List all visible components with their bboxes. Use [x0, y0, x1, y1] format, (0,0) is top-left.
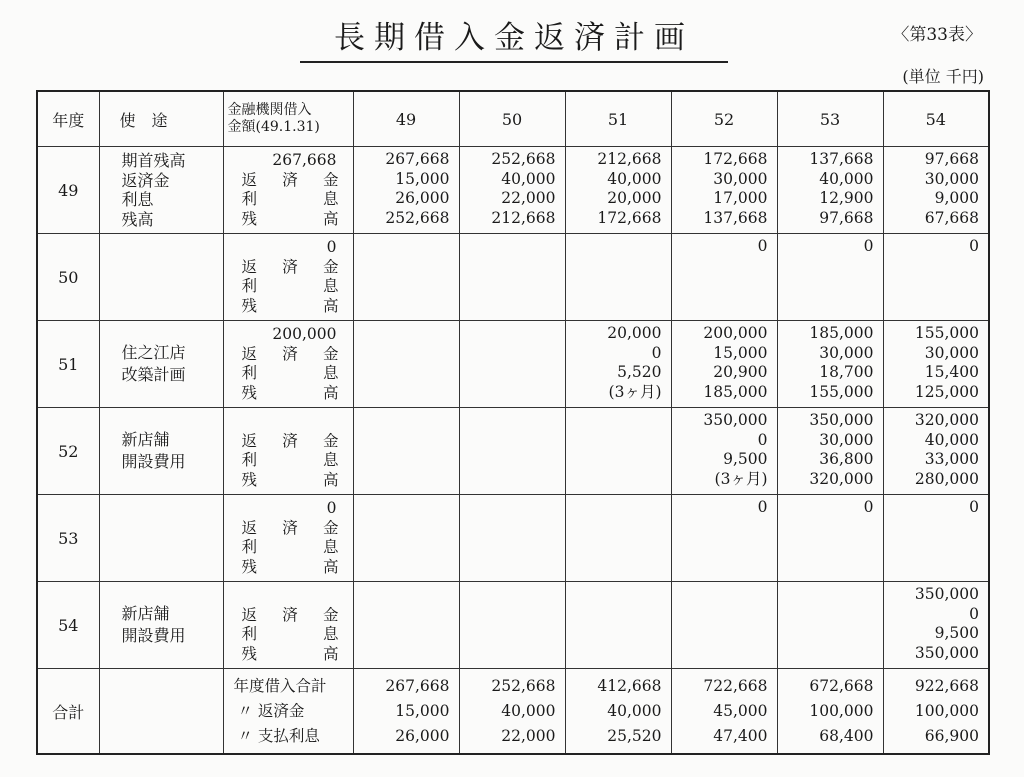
value-cell — [883, 408, 989, 495]
cell-value — [672, 276, 768, 296]
cell-value — [354, 450, 450, 470]
cell-value — [354, 411, 450, 431]
row-bank-amount — [223, 495, 353, 582]
cell-value — [778, 296, 874, 316]
bank-label: 残高 — [241, 383, 339, 402]
use-line: 開設費用 — [121, 626, 186, 645]
use-line: 新店舗 — [121, 430, 170, 449]
cell-value — [460, 257, 556, 277]
value-cell — [777, 582, 883, 669]
total-value: 22,000 — [501, 726, 556, 745]
total-value-cell — [459, 669, 565, 755]
total-value-cell — [883, 669, 989, 755]
cell-value: 267,668 — [385, 150, 450, 168]
total-value: 922,668 — [914, 676, 979, 695]
cell-value — [672, 557, 768, 577]
cell-value — [566, 518, 662, 538]
cell-value: 0 — [969, 237, 979, 255]
cell-value: 0 — [757, 430, 768, 449]
header-row — [37, 91, 989, 147]
cell-value — [884, 257, 980, 277]
value-cell — [671, 582, 777, 669]
row-use — [99, 495, 223, 582]
bank-label: 利息 — [241, 190, 339, 208]
cell-value — [672, 296, 768, 316]
cell-value: 20,000 — [607, 189, 662, 207]
cell-value — [354, 296, 450, 316]
row-year: 54 — [37, 582, 99, 669]
value-cell — [353, 495, 459, 582]
cell-value: 97,668 — [819, 208, 874, 227]
cell-value: 18,700 — [819, 363, 874, 381]
total-value: 47,400 — [713, 726, 768, 745]
value-cell — [671, 147, 777, 234]
cell-value: 26,000 — [395, 189, 450, 207]
use-line: 改築計画 — [121, 365, 186, 384]
cell-value — [566, 237, 662, 257]
cell-value: 97,668 — [924, 150, 979, 168]
bank-amount: 0 — [326, 499, 337, 517]
cell-value — [778, 257, 874, 277]
cell-value: 252,668 — [491, 150, 556, 168]
cell-value: 280,000 — [914, 469, 979, 488]
cell-value — [460, 624, 556, 644]
value-cell — [565, 147, 671, 234]
cell-value — [884, 296, 980, 316]
cell-value: 320,000 — [809, 469, 874, 488]
cell-value — [778, 518, 874, 538]
cell-value: 252,668 — [385, 208, 450, 227]
cell-value — [566, 624, 662, 644]
bank-label: 利息 — [241, 364, 339, 382]
cell-value: 15,000 — [395, 169, 450, 188]
value-cell — [883, 321, 989, 408]
value-cell — [565, 234, 671, 321]
cell-value — [460, 237, 556, 257]
cell-value — [566, 557, 662, 577]
bank-amount: 0 — [326, 238, 337, 256]
cell-value: 9,500 — [723, 450, 768, 468]
bank-label: 返済金 — [241, 605, 339, 624]
value-cell — [883, 582, 989, 669]
cell-value — [354, 537, 450, 557]
cell-value: 0 — [757, 237, 768, 255]
total-value-cell — [671, 669, 777, 755]
value-cell — [565, 582, 671, 669]
cell-value — [672, 257, 768, 277]
value-cell — [883, 234, 989, 321]
bank-label: 残高 — [241, 470, 339, 489]
cell-value: 212,668 — [491, 208, 556, 227]
total-use — [99, 669, 223, 755]
cell-value — [672, 605, 768, 625]
total-value: 100,000 — [809, 701, 874, 720]
total-value: 412,668 — [597, 676, 662, 695]
cell-value — [460, 411, 556, 431]
cell-value — [460, 557, 556, 577]
repayment-table — [36, 90, 990, 755]
total-value: 252,668 — [491, 676, 556, 695]
cell-value — [354, 585, 450, 605]
cell-value — [566, 411, 662, 431]
cell-value — [460, 450, 556, 470]
table-row — [37, 408, 989, 495]
cell-value — [460, 644, 556, 664]
cell-value — [566, 498, 662, 518]
bank-amount: 200,000 — [272, 325, 337, 343]
cell-value — [778, 537, 874, 557]
cell-value: 212,668 — [597, 150, 662, 168]
row-use — [99, 147, 223, 234]
cell-value: 200,000 — [703, 324, 768, 342]
cell-value — [884, 518, 980, 538]
cell-value — [460, 383, 556, 403]
row-year: 53 — [37, 495, 99, 582]
value-cell — [671, 321, 777, 408]
cell-value — [778, 605, 874, 625]
cell-value — [354, 276, 450, 296]
cell-value — [354, 431, 450, 451]
cell-value: 0 — [969, 604, 979, 623]
value-cell — [777, 408, 883, 495]
cell-value: 40,000 — [924, 430, 979, 449]
cell-value — [460, 585, 556, 605]
value-cell — [353, 147, 459, 234]
value-cell — [777, 147, 883, 234]
cell-value: 30,000 — [924, 343, 979, 362]
cell-value — [566, 296, 662, 316]
cell-value — [672, 518, 768, 538]
total-value-cell — [353, 669, 459, 755]
cell-value — [354, 257, 450, 277]
row-year: 52 — [37, 408, 99, 495]
table-row — [37, 495, 989, 582]
cell-value — [354, 237, 450, 257]
cell-value: 137,668 — [703, 208, 768, 227]
value-cell — [777, 495, 883, 582]
row-use — [99, 321, 223, 408]
bank-label: 利息 — [241, 538, 339, 556]
unit-label: (単位 千円) — [902, 67, 984, 86]
cell-value: 22,000 — [501, 189, 556, 207]
use-line: 住之江店 — [121, 343, 186, 362]
value-cell — [459, 147, 565, 234]
table-row — [37, 321, 989, 408]
cell-value — [460, 431, 556, 451]
value-cell — [353, 582, 459, 669]
document-title: 長期借入金返済計画 — [300, 12, 728, 63]
total-labels — [223, 669, 353, 755]
cell-value: 20,000 — [607, 324, 662, 342]
value-cell — [565, 321, 671, 408]
value-cell — [353, 408, 459, 495]
cell-value — [354, 363, 450, 383]
cell-value — [778, 276, 874, 296]
cell-value: 320,000 — [914, 411, 979, 429]
cell-value — [460, 498, 556, 518]
header-year-49: 49 — [353, 91, 459, 147]
cell-value: 350,000 — [914, 643, 979, 662]
header-year-54: 54 — [883, 91, 989, 147]
cell-value: 17,000 — [713, 189, 768, 207]
cell-value — [778, 624, 874, 644]
cell-value — [566, 431, 662, 451]
cell-value — [566, 605, 662, 625]
total-row — [37, 669, 989, 755]
cell-value: 20,900 — [713, 363, 768, 381]
cell-value — [354, 470, 450, 490]
cell-value: 36,800 — [819, 450, 874, 468]
cell-value: 30,000 — [819, 430, 874, 449]
cell-value — [778, 557, 874, 577]
cell-value — [566, 257, 662, 277]
header-year-50: 50 — [459, 91, 565, 147]
cell-value — [460, 324, 556, 344]
cell-value: 155,000 — [809, 382, 874, 401]
cell-value — [566, 537, 662, 557]
cell-value — [354, 644, 450, 664]
total-value: 672,668 — [809, 676, 874, 695]
cell-value — [884, 276, 980, 296]
total-label-line: 〃 返済金 — [237, 701, 305, 720]
bank-label: 返済金 — [241, 518, 339, 537]
cell-value — [354, 557, 450, 577]
cell-value: 0 — [969, 498, 979, 516]
bank-label: 利息 — [241, 277, 339, 295]
cell-value: 155,000 — [914, 324, 979, 342]
total-value: 26,000 — [395, 726, 450, 745]
header-year-52: 52 — [671, 91, 777, 147]
cell-value — [566, 585, 662, 605]
cell-value: 0 — [757, 498, 768, 516]
cell-value — [460, 537, 556, 557]
cell-value: 350,000 — [703, 411, 768, 429]
cell-value: 30,000 — [713, 169, 768, 188]
cell-value — [354, 518, 450, 538]
use-line: 新店舗 — [121, 604, 170, 623]
use-line: 利息 — [121, 190, 154, 209]
use-line: 開設費用 — [121, 452, 186, 471]
cell-value — [460, 276, 556, 296]
header-year-53: 53 — [777, 91, 883, 147]
bank-label: 残高 — [241, 209, 339, 228]
row-year: 50 — [37, 234, 99, 321]
cell-value: 185,000 — [809, 324, 874, 342]
cell-value — [566, 644, 662, 664]
total-value-cell — [777, 669, 883, 755]
cell-value — [354, 344, 450, 364]
value-cell — [671, 495, 777, 582]
total-label-line: 〃 支払利息 — [237, 726, 320, 745]
cell-value — [884, 557, 980, 577]
cell-value: 9,500 — [934, 624, 979, 642]
cell-value: 40,000 — [501, 169, 556, 188]
cell-value: 350,000 — [914, 585, 979, 603]
cell-value: 9,000 — [934, 189, 979, 207]
table-row — [37, 234, 989, 321]
bank-amount — [224, 586, 353, 606]
value-cell — [777, 321, 883, 408]
row-use — [99, 408, 223, 495]
total-value: 100,000 — [914, 701, 979, 720]
cell-value — [354, 605, 450, 625]
cell-value: 30,000 — [924, 169, 979, 188]
total-value: 66,900 — [924, 726, 979, 745]
cell-value: 15,400 — [924, 363, 979, 381]
total-value: 40,000 — [501, 701, 556, 720]
bank-amount: 267,668 — [272, 151, 337, 169]
row-year: 49 — [37, 147, 99, 234]
total-value: 45,000 — [713, 701, 768, 720]
total-value: 15,000 — [395, 701, 450, 720]
cell-value: 172,668 — [703, 150, 768, 168]
cell-value: 172,668 — [597, 208, 662, 227]
cell-value — [460, 344, 556, 364]
bank-label: 返済金 — [241, 344, 339, 363]
cell-value: 40,000 — [819, 169, 874, 188]
cell-value — [672, 644, 768, 664]
cell-value — [566, 450, 662, 470]
cell-value — [354, 383, 450, 403]
value-cell — [459, 321, 565, 408]
total-value: 722,668 — [703, 676, 768, 695]
cell-value: 12,900 — [819, 189, 874, 207]
bank-label: 返済金 — [241, 431, 339, 450]
use-line: 残高 — [121, 209, 154, 229]
cell-value — [460, 518, 556, 538]
bank-label: 返済金 — [241, 170, 339, 189]
value-cell — [883, 147, 989, 234]
cell-value: 15,000 — [713, 343, 768, 362]
cell-value — [460, 363, 556, 383]
cell-value — [672, 537, 768, 557]
cell-value: 40,000 — [607, 169, 662, 188]
bank-label: 残高 — [241, 296, 339, 315]
total-value: 267,668 — [385, 676, 450, 695]
cell-value — [566, 470, 662, 490]
cell-value: (3ヶ月) — [714, 469, 768, 488]
use-line: 返済金 — [121, 170, 170, 190]
total-label: 合計 — [37, 669, 99, 755]
cell-value — [778, 585, 874, 605]
table-row — [37, 147, 989, 234]
total-value-cell — [565, 669, 671, 755]
cell-value — [566, 276, 662, 296]
total-value: 68,400 — [819, 726, 874, 745]
use-line: 期首残高 — [121, 151, 186, 170]
bank-amount — [224, 412, 353, 432]
cell-value: 67,668 — [924, 208, 979, 227]
header-use: 使 途 — [99, 91, 223, 147]
cell-value — [354, 324, 450, 344]
row-year: 51 — [37, 321, 99, 408]
cell-value — [354, 624, 450, 644]
total-label-line: 年度借入合計 — [233, 676, 327, 695]
cell-value — [672, 585, 768, 605]
value-cell — [883, 495, 989, 582]
cell-value: 137,668 — [809, 150, 874, 168]
row-bank-amount — [223, 582, 353, 669]
bank-label: 利息 — [241, 625, 339, 643]
value-cell — [353, 321, 459, 408]
cell-value — [460, 296, 556, 316]
value-cell — [777, 234, 883, 321]
value-cell — [459, 495, 565, 582]
cell-value: 350,000 — [809, 411, 874, 429]
cell-value — [460, 605, 556, 625]
table-number: 〈第33表〉 — [892, 25, 982, 45]
cell-value: 125,000 — [914, 382, 979, 401]
cell-value — [460, 470, 556, 490]
bank-label: 残高 — [241, 557, 339, 576]
row-bank-amount — [223, 147, 353, 234]
cell-value — [778, 644, 874, 664]
bank-label: 返済金 — [241, 257, 339, 276]
total-value: 40,000 — [607, 701, 662, 720]
table-row — [37, 582, 989, 669]
cell-value: 30,000 — [819, 343, 874, 362]
header-year: 年度 — [37, 91, 99, 147]
cell-value: 0 — [651, 343, 662, 362]
header-year-51: 51 — [565, 91, 671, 147]
row-bank-amount — [223, 408, 353, 495]
row-use — [99, 234, 223, 321]
cell-value: 185,000 — [703, 382, 768, 401]
row-use — [99, 582, 223, 669]
cell-value: (3ヶ月) — [608, 382, 662, 401]
bank-label: 残高 — [241, 644, 339, 663]
row-bank-amount — [223, 234, 353, 321]
value-cell — [565, 408, 671, 495]
value-cell — [671, 234, 777, 321]
value-cell — [459, 408, 565, 495]
cell-value — [354, 498, 450, 518]
bank-label: 利息 — [241, 451, 339, 469]
value-cell — [459, 234, 565, 321]
value-cell — [459, 582, 565, 669]
row-bank-amount — [223, 321, 353, 408]
cell-value: 33,000 — [924, 450, 979, 468]
cell-value: 0 — [863, 498, 874, 516]
value-cell — [671, 408, 777, 495]
cell-value: 5,520 — [617, 363, 662, 381]
cell-value: 0 — [863, 237, 874, 255]
total-value: 25,520 — [607, 726, 662, 745]
value-cell — [565, 495, 671, 582]
value-cell — [353, 234, 459, 321]
cell-value — [672, 624, 768, 644]
cell-value — [884, 537, 980, 557]
header-bank-amount: 金融機関借入 金額(49.1.31) — [223, 91, 353, 147]
